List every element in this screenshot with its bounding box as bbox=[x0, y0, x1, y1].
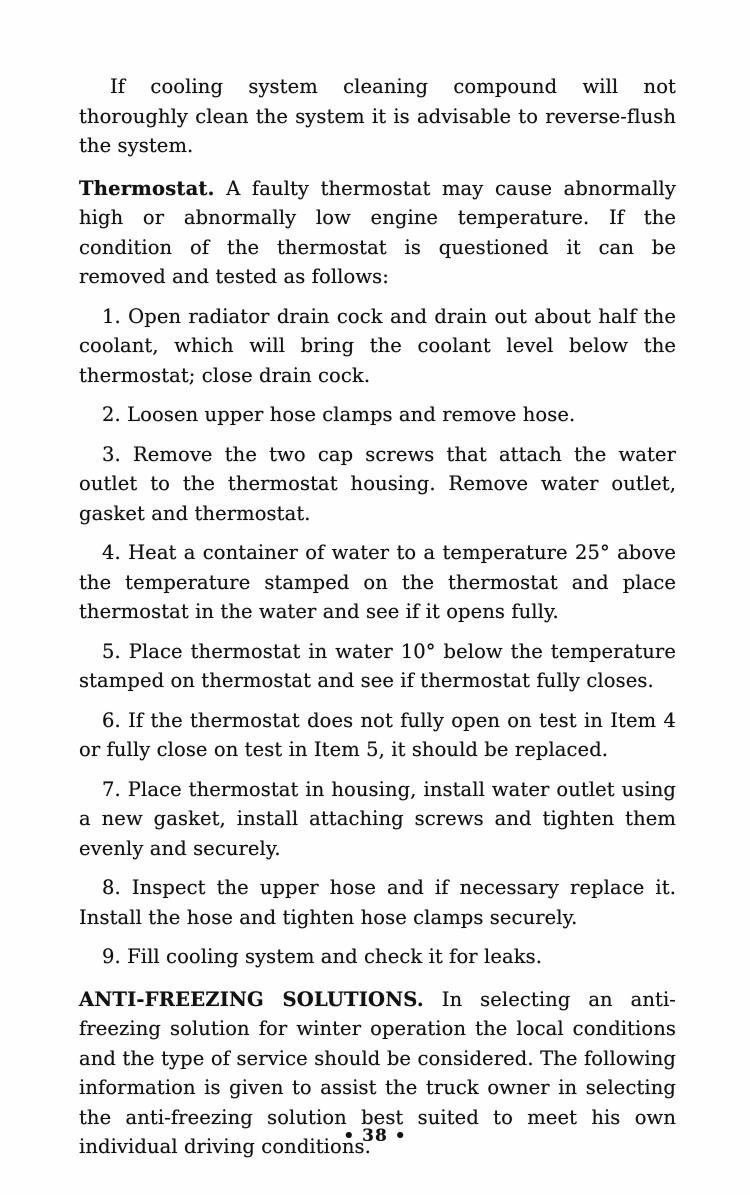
run-in-heading: ANTI-FREEZING SOLUTIONS. bbox=[79, 987, 424, 1011]
run-in-heading: Thermostat. bbox=[79, 176, 215, 200]
list-number: 8. bbox=[102, 876, 121, 899]
list-number: 1. bbox=[102, 304, 121, 328]
page-body bbox=[79, 72, 676, 1162]
list-item-7: 7. Place thermostat in housing, install water outlet using a new gasket, install attaching screws and tighten them evenly and securely. bbox=[79, 777, 676, 860]
list-number: 7. bbox=[102, 777, 121, 801]
heading-paragraph: ANTI-FREEZING SOLUTIONS. In selecting an anti-freezing solution for winter operation the local conditions and the type of service should be considered. The following information is given to assist the truck owner in selecting the anti-freezing solution best suited to meet his own individual driving conditions. bbox=[79, 987, 676, 1158]
list-item-9: 9. Fill cooling system and check it for leaks. bbox=[102, 945, 543, 968]
page-number: • 38 • bbox=[343, 1126, 407, 1146]
list-item-5: 5. Place thermostat in water 10° below the temperature stamped on thermostat and see if thermostat fully closes. bbox=[79, 639, 676, 692]
list-number: 6. bbox=[102, 708, 121, 732]
list-item-2: 2. Loosen upper hose clamps and remove hose. bbox=[102, 403, 576, 426]
list-number: 2. bbox=[102, 403, 121, 426]
list-item-4: 4. Heat a container of water to a temperature 25° above the temperature stamped on the thermostat and place thermostat in the water and see if it opens fully. bbox=[79, 541, 676, 623]
list-number: 5. bbox=[102, 639, 121, 663]
paragraph: If cooling system cleaning compound will not thoroughly clean the system it is advisable to reverse-flush the system. bbox=[79, 75, 676, 157]
list-number: 3. bbox=[102, 442, 121, 466]
list-item-6: 6. If the thermostat does not fully open on test in Item 4 or fully close on test in Item 5, it should be replaced. bbox=[79, 708, 676, 761]
list-number: 4. bbox=[102, 541, 121, 564]
list-item-3: 3. Remove the two cap screws that attach the water outlet to the thermostat housing. Remove water outlet, gasket and thermostat. bbox=[79, 442, 676, 525]
list-number: 9. bbox=[102, 945, 121, 968]
list-item-8: 8. Inspect the upper hose and if necessary replace it. Install the hose and tighten hose clamps securely. bbox=[79, 876, 676, 929]
list-item-1: 1. Open radiator drain cock and drain out about half the coolant, which will bring the coolant level below the thermostat; close drain cock. bbox=[79, 304, 676, 387]
heading-paragraph: Thermostat. A faulty thermostat may cause abnormally high or abnormally low engine temperature. If the condition of the thermostat is questioned it can be removed and tested as follows: bbox=[79, 176, 676, 288]
